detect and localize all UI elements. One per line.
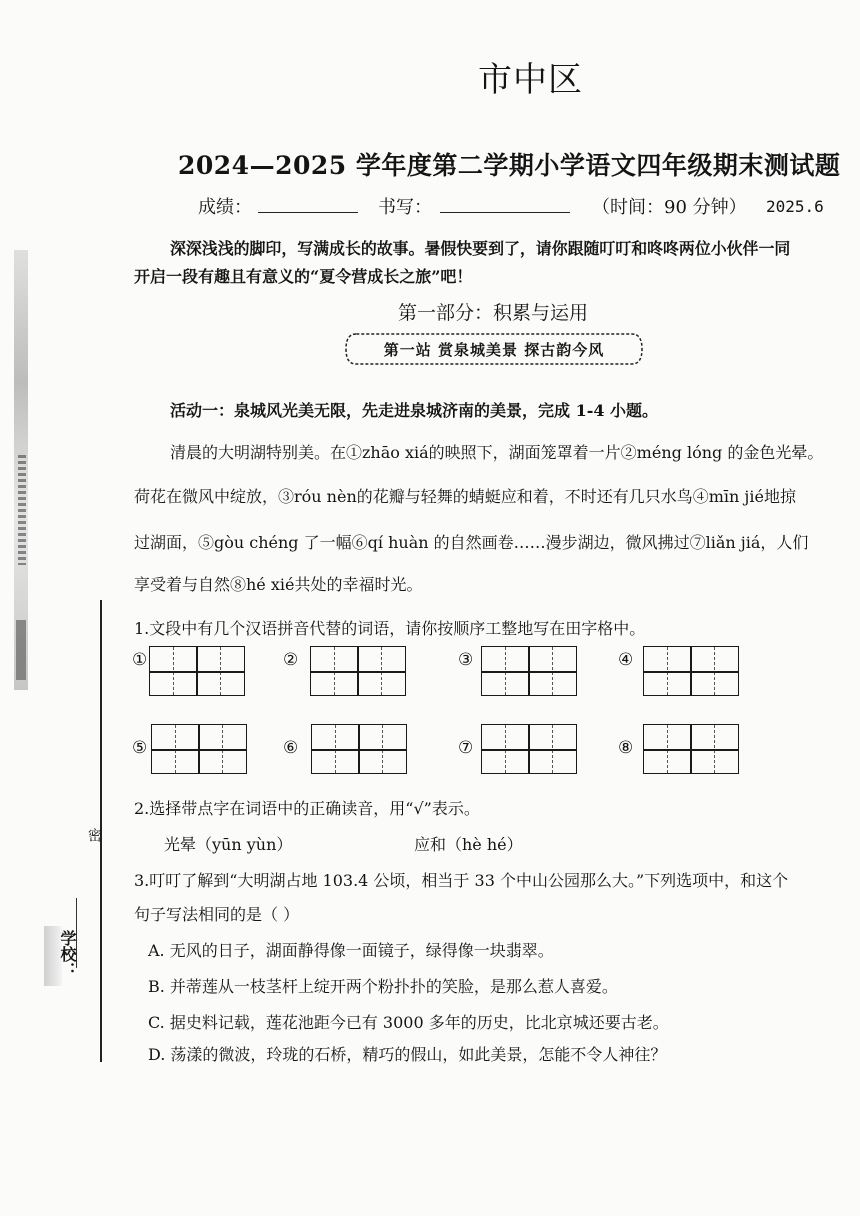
question-1-text: 1.文段中有几个汉语拼音代替的词语，请你按顺序工整地写在田字格中。	[134, 619, 646, 638]
option-b[interactable]: B. 并蒂莲从一枝茎杆上绽开两个粉扑扑的笑脸，是那么惹人喜爱。	[148, 977, 618, 996]
passage-line-2: 荷花在微风中绽放，③róu nèn的花瓣与轻舞的蜻蜓应和着，不时还有几只水鸟④mīn jié地掠	[134, 487, 796, 506]
writing-label: 书写：	[378, 197, 432, 218]
grid-label-1: ①	[132, 650, 148, 670]
station-banner	[342, 330, 646, 368]
scan-edge-mark	[16, 620, 26, 680]
writing-blank[interactable]	[440, 212, 570, 213]
grid-label-8: ⑧	[618, 738, 634, 758]
grid-label-4: ④	[618, 650, 634, 670]
tianzige-grid-4[interactable]	[643, 646, 739, 696]
tianzige-grid-1[interactable]	[149, 646, 245, 696]
time-label: （时间：90 分钟）	[592, 197, 747, 218]
question-2-item-1[interactable]: 光晕（yūn yùn）	[164, 835, 293, 854]
question-3-text-line-2: 句子写法相同的是（ ）	[134, 905, 300, 924]
question-3-text-line-1: 3.叮叮了解到“大明湖占地 103.4 公顷，相当于 33 个中山公园那么大。”下列选项中，和这个	[134, 871, 789, 890]
station-title: 第一站 赏泉城美景 探古韵今风	[383, 341, 605, 359]
part-heading: 第一部分：积累与运用	[398, 302, 589, 324]
intro-line-2: 开启一段有趣且有意义的“夏令营成长之旅”吧！	[134, 267, 473, 286]
grid-label-2: ②	[283, 650, 299, 670]
option-c[interactable]: C. 据史料记载，莲花池距今已有 3000 多年的历史，比北京城还要古老。	[148, 1013, 669, 1032]
score-blank[interactable]	[258, 212, 358, 213]
intro-line-1: 深深浅浅的脚印，写满成长的故事。暑假快要到了，请你跟随叮叮和咚咚两位小伙伴一同	[170, 239, 791, 258]
scan-edge-barcode	[18, 455, 26, 565]
passage-line-1: 清晨的大明湖特别美。在①zhāo xiá的映照下，湖面笼罩着一片②méng lóng 的金色光晕。	[170, 443, 824, 462]
grid-label-5: ⑤	[132, 738, 148, 758]
tianzige-grid-6[interactable]	[311, 724, 407, 774]
grid-label-3: ③	[458, 650, 474, 670]
tianzige-grid-3[interactable]	[481, 646, 577, 696]
school-label: 学校：	[58, 930, 77, 978]
exam-title: 2024—2025 学年度第二学期小学语文四年级期末测试题	[178, 151, 841, 180]
passage-line-4: 享受着与自然⑧hé xié共处的幸福时光。	[134, 575, 423, 594]
tianzige-grid-5[interactable]	[151, 724, 247, 774]
tianzige-grid-7[interactable]	[481, 724, 577, 774]
grid-label-6: ⑥	[283, 738, 299, 758]
question-2-text: 2.选择带点字在词语中的正确读音，用“√”表示。	[134, 799, 480, 818]
option-a[interactable]: A. 无风的日子，湖面静得像一面镜子，绿得像一块翡翠。	[148, 941, 554, 960]
score-label: 成绩：	[198, 197, 252, 218]
tianzige-grid-8[interactable]	[643, 724, 739, 774]
grid-label-7: ⑦	[458, 738, 474, 758]
seal-mark: 密	[86, 828, 102, 842]
passage-line-3: 过湖面，⑤gòu chéng 了一幅⑥qí huàn 的自然画卷……漫步湖边，微风拂过⑦liǎn jiá，人们	[134, 533, 809, 552]
tianzige-grid-2[interactable]	[310, 646, 406, 696]
exam-date: 2025.6	[766, 197, 824, 216]
region-heading: 市中区	[478, 60, 583, 100]
activity-1-prompt: 活动一：泉城风光美无限，先走进泉城济南的美景，完成 1-4 小题。	[170, 401, 659, 420]
option-d[interactable]: D. 荡漾的微波，玲珑的石桥，精巧的假山，如此美景，怎能不令人神往？	[148, 1045, 667, 1064]
question-2-item-2[interactable]: 应和（hè hé）	[414, 835, 523, 854]
